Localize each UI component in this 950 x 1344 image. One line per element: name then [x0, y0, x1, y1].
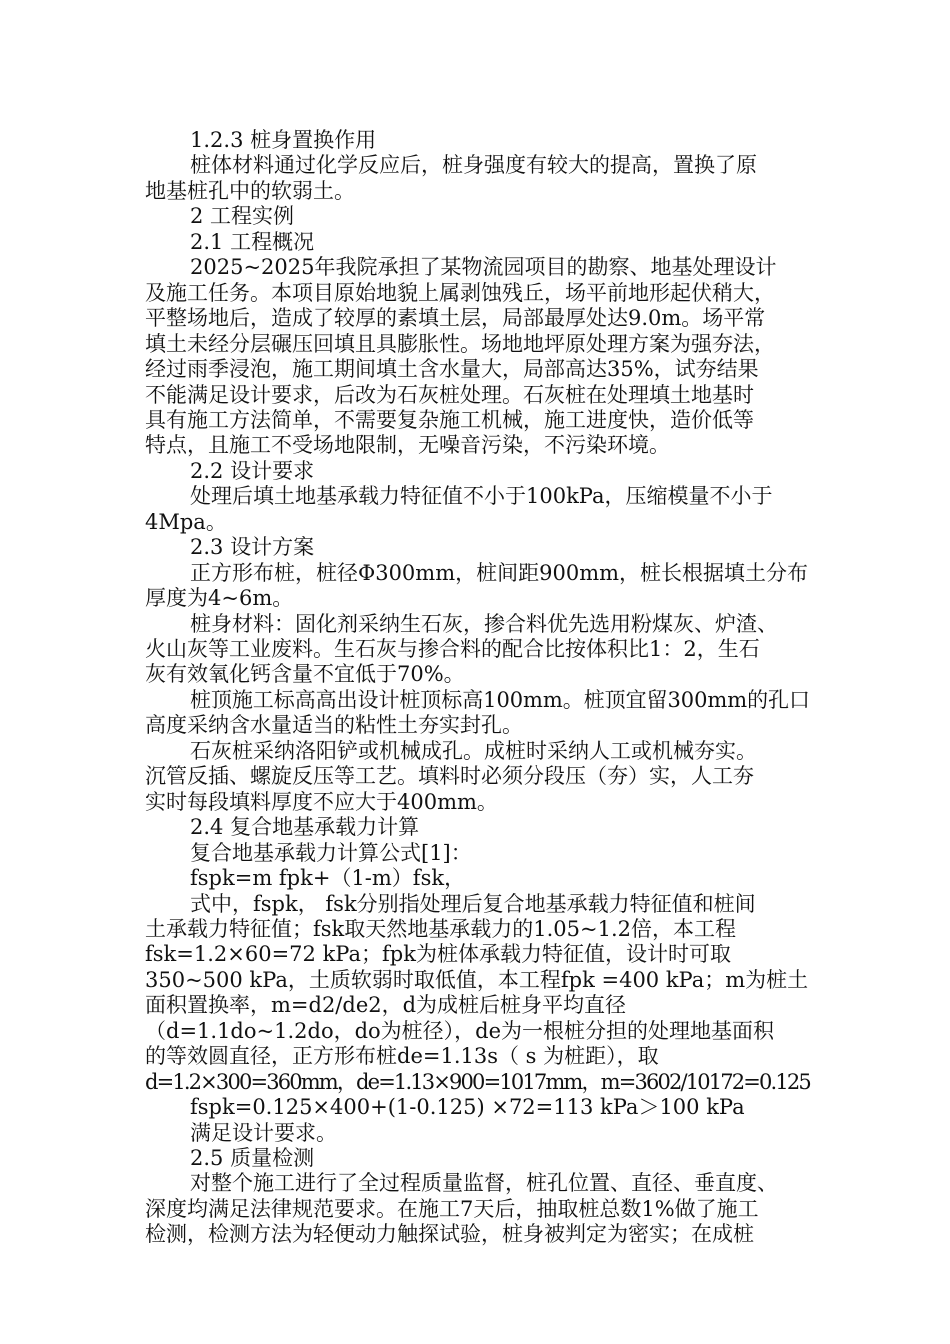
- text-line: 实时每段填料厚度不应大于400mm。: [145, 790, 498, 814]
- text-line: fspk=0.125×400+(1-0.125) ×72=113 kPa＞100 kPa: [190, 1095, 745, 1119]
- text-line: 沉管反插、螺旋反压等工艺。填料时必须分段压（夯）实，人工夯: [145, 764, 754, 788]
- section-heading: 2.5 质量检测: [190, 1146, 315, 1170]
- section-heading: 2.4 复合地基承载力计算: [190, 815, 420, 839]
- text-line: 填土未经分层碾压回填且具膨胀性。场地地坪原处理方案为强夯法，: [145, 332, 775, 356]
- text-line: 不能满足设计要求，后改为石灰桩处理。石灰桩在处理填土地基时: [145, 383, 754, 407]
- text-line: 厚度为4~6m。: [145, 586, 294, 610]
- text-line: 石灰桩采纳洛阳铲或机械成孔。成桩时采纳人工或机械夯实。: [190, 739, 757, 763]
- text-line: 平整场地后，造成了较厚的素填土层，局部最厚处达9.0m。场平常: [145, 306, 766, 330]
- text-line: 灰有效氧化钙含量不宜低于70%。: [145, 662, 465, 686]
- section-heading: 2.3 设计方案: [190, 535, 315, 559]
- text-line: 具有施工方法简单，不需要复杂施工机械，施工进度快，造价低等: [145, 408, 754, 432]
- text-line: 火山灰等工业废料。生石灰与掺合料的配合比按体积比1：2，生石: [145, 637, 760, 661]
- text-line: 经过雨季浸泡，施工期间填土含水量大，局部高达35%，试夯结果: [145, 357, 759, 381]
- text-line: 检测，检测方法为轻便动力触探试验，桩身被判定为密实；在成桩: [145, 1222, 754, 1246]
- text-line: 地基桩孔中的软弱土。: [145, 179, 355, 203]
- text-line: 桩身材料：固化剂采纳生石灰，掺合料优先选用粉煤灰、炉渣、: [190, 612, 778, 636]
- text-line: 特点，且施工不受场地限制，无噪音污染，不污染环境。: [145, 433, 670, 457]
- text-line: 处理后填土地基承载力特征值不小于100kPa，压缩模量不小于: [190, 484, 773, 508]
- text-line: d=1.2×300=360mm，de=1.13×900=1017mm，m=3602/10172=0.125: [145, 1070, 810, 1094]
- section-heading: 1.2.3 桩身置换作用: [190, 128, 377, 152]
- text-line: 4Mpa。: [145, 510, 227, 534]
- text-line: 满足设计要求。: [190, 1121, 337, 1145]
- text-line: 式中，fspk， fsk分别指处理后复合地基承载力特征值和桩间: [190, 892, 756, 916]
- text-line: 350~500 kPa，土质软弱时取低值，本工程fpk =400 kPa；m为桩土: [145, 968, 809, 992]
- text-line: 的等效圆直径，正方形布桩de=1.13s（ s 为桩距），取: [145, 1044, 659, 1068]
- section-heading: 2.2 设计要求: [190, 459, 315, 483]
- text-line: 土承载力特征值；fsk取天然地基承载力的1.05~1.2倍，本工程: [145, 917, 737, 941]
- text-line: 对整个施工进行了全过程质量监督，桩孔位置、直径、垂直度、: [190, 1171, 778, 1195]
- text-line: 及施工任务。本项目原始地貌上属剥蚀残丘，场平前地形起伏稍大，: [145, 281, 775, 305]
- text-line: 深度均满足法律规范要求。在施工7天后，抽取桩总数1%做了施工: [145, 1197, 759, 1221]
- text-line: （d=1.1do~1.2do，do为桩径），de为一根桩分担的处理地基面积: [145, 1019, 775, 1043]
- text-line: 正方形布桩，桩径Φ300mm，桩间距900mm，桩长根据填土分布: [190, 561, 809, 585]
- section-heading: 2 工程实例: [190, 204, 295, 228]
- text-line: 复合地基承载力计算公式[1]：: [190, 841, 472, 865]
- text-line: 桩顶施工标高高出设计桩顶标高100mm。桩顶宜留300mm的孔口: [190, 688, 810, 712]
- text-line: fsk=1.2×60=72 kPa；fpk为桩体承载力特征值，设计时可取: [145, 942, 731, 966]
- section-heading: 2.1 工程概况: [190, 230, 315, 254]
- text-line: 桩体材料通过化学反应后，桩身强度有较大的提高，置换了原: [190, 153, 757, 177]
- text-line: 面积置换率，m=d2/de2，d为成桩后桩身平均直径: [145, 993, 627, 1017]
- text-line: 2025~2025年我院承担了某物流园项目的勘察、地基处理设计: [190, 255, 777, 279]
- text-line: 高度采纳含水量适当的粘性土夯实封孔。: [145, 713, 523, 737]
- text-line: fspk=m fpk+（1-m）fsk，: [190, 866, 466, 890]
